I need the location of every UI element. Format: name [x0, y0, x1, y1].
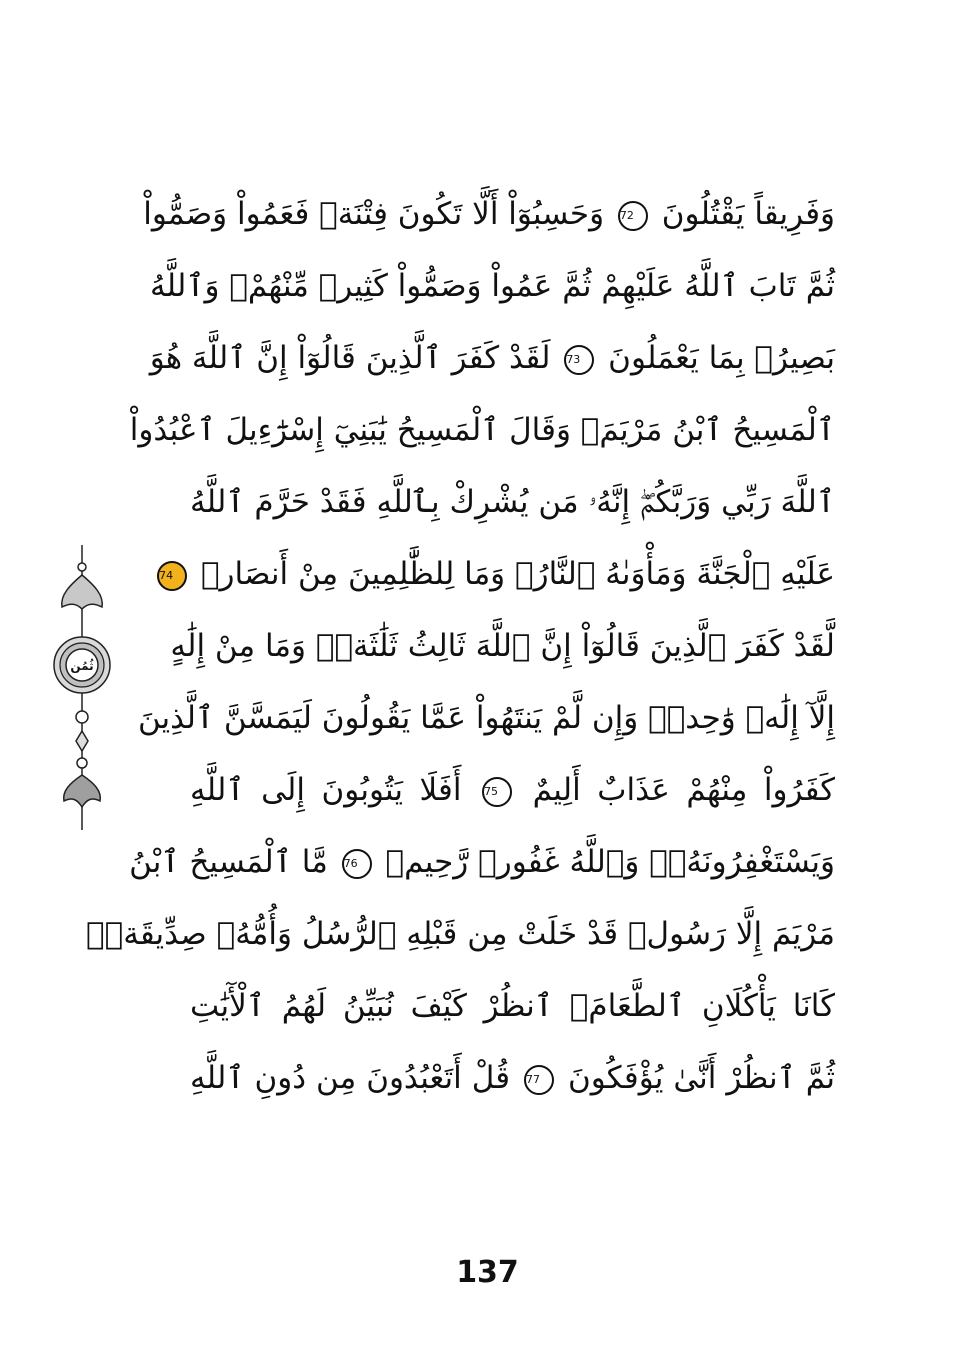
text-line-13: [190, 1044, 835, 1112]
line-13-after: قُلْ أَتَعْبُدُونَ مِن دُونِ ٱللَّهِ: [190, 1060, 511, 1096]
text-line-1: [143, 180, 835, 248]
text-line-7: [170, 612, 835, 680]
text-line-9: [190, 756, 835, 824]
ayah-number-77: 77: [524, 1065, 554, 1095]
ayah-number-76: 76: [342, 849, 372, 879]
text-line-8: [137, 684, 835, 752]
hizb-quarter-ornament-icon: [52, 545, 112, 830]
line-7-text: لَّقَدْ كَفَرَ ٱلَّذِينَ قَالُوٓاْ إِنَّ ٱللَّهَ ثَالِثُ ثَلَٰثَةٖۘ وَمَا مِنْ إِلَٰهٍ: [170, 628, 835, 664]
line-3-before: بَصِيرُۢ بِمَا يَعْمَلُونَ: [608, 340, 835, 376]
ayah-number-75: 75: [482, 777, 512, 807]
line-4-text: ٱلْمَسِيحُ ٱبْنُ مَرْيَمَۖ وَقَالَ ٱلْمَسِيحُ يَٰبَنِيٓ إِسْرَٰٓءِيلَ ٱعْبُدُواْ: [129, 412, 835, 448]
line-12-text: كَانَا يَأْكُلَانِ ٱلطَّعَامَۗ ٱنظُرْ كَيْفَ نُبَيِّنُ لَهُمُ ٱلْأٓيَٰتِ: [190, 988, 835, 1024]
text-line-11: [86, 900, 835, 968]
ayah-number-74: 74: [157, 561, 187, 591]
text-line-2: [150, 252, 835, 320]
text-line-10: [129, 828, 835, 896]
line-13-before: ثُمَّ ٱنظُرْ أَنَّىٰ يُؤْفَكُونَ: [568, 1060, 835, 1096]
line-10-after: مَّا ٱلْمَسِيحُ ٱبْنُ: [129, 844, 328, 880]
line-9-before: كَفَرُواْ مِنْهُمْ عَذَابٌ أَلِيمٌ: [532, 772, 836, 808]
text-line-5: [190, 468, 835, 536]
line-5-text: ٱللَّهَ رَبِّي وَرَبَّكُمْۖ إِنَّهُۥ مَن يُشْرِكْ بِٱللَّهِ فَقَدْ حَرَّمَ ٱللَّهُ: [190, 484, 835, 520]
line-1-before: وَفَرِيقاً يَقْتُلُونَ: [661, 196, 835, 232]
ayah-number-73: 73: [564, 345, 594, 375]
line-1-after: وَحَسِبُوٓاْ أَلَّا تَكُونَ فِتْنَةٞ فَعَمُواْ وَصَمُّواْ: [143, 196, 605, 232]
text-line-12: [190, 972, 835, 1040]
text-line-3: [149, 324, 835, 392]
line-10-before: وَيَسْتَغْفِرُونَهُۥۚ وَٱللَّهُ غَفُورٞ رَّحِيمٞ: [385, 844, 835, 880]
text-line-6: [159, 540, 835, 608]
line-3-after: لَقَدْ كَفَرَ ٱلَّذِينَ قَالُوٓاْ إِنَّ ٱللَّهَ هُوَ: [149, 340, 551, 376]
line-9-after: أَفَلَا يَتُوبُونَ إِلَى ٱللَّهِ: [190, 772, 462, 808]
line-11-text: مَرْيَمَ إِلَّا رَسُولٞ قَدْ خَلَتْ مِن قَبْلِهِ ٱلرُّسُلُ وَأُمُّهُۥ صِدِّيقَةٞۖ: [86, 916, 835, 952]
page-number: 137: [456, 1255, 519, 1290]
line-8-text: إِلَّآ إِلَٰهٞ وَٰحِدٞۚ وَإِن لَّمْ يَنتَهُواْ عَمَّا يَقُولُونَ لَيَمَسَّنَّ ٱلَّذِينَ: [137, 700, 835, 736]
margin-marker-label: ثُمُن: [70, 659, 94, 673]
line-6-before: عَلَيْهِ ٱلْجَنَّةَ وَمَأْوَىٰهُ ٱلنَّارُۖ وَمَا لِلظَّٰلِمِينَ مِنْ أَنصَارٖ: [200, 556, 835, 592]
ayah-number-72: 72: [618, 201, 648, 231]
text-line-4: [129, 396, 835, 464]
quran-text-block: [86, 180, 836, 1160]
line-2-text: ثُمَّ تَابَ ٱللَّهُ عَلَيْهِمْ ثُمَّ عَمُواْ وَصَمُّواْ كَثِيرٞ مِّنْهُمْۚ وَٱللَّهُ: [150, 268, 835, 304]
